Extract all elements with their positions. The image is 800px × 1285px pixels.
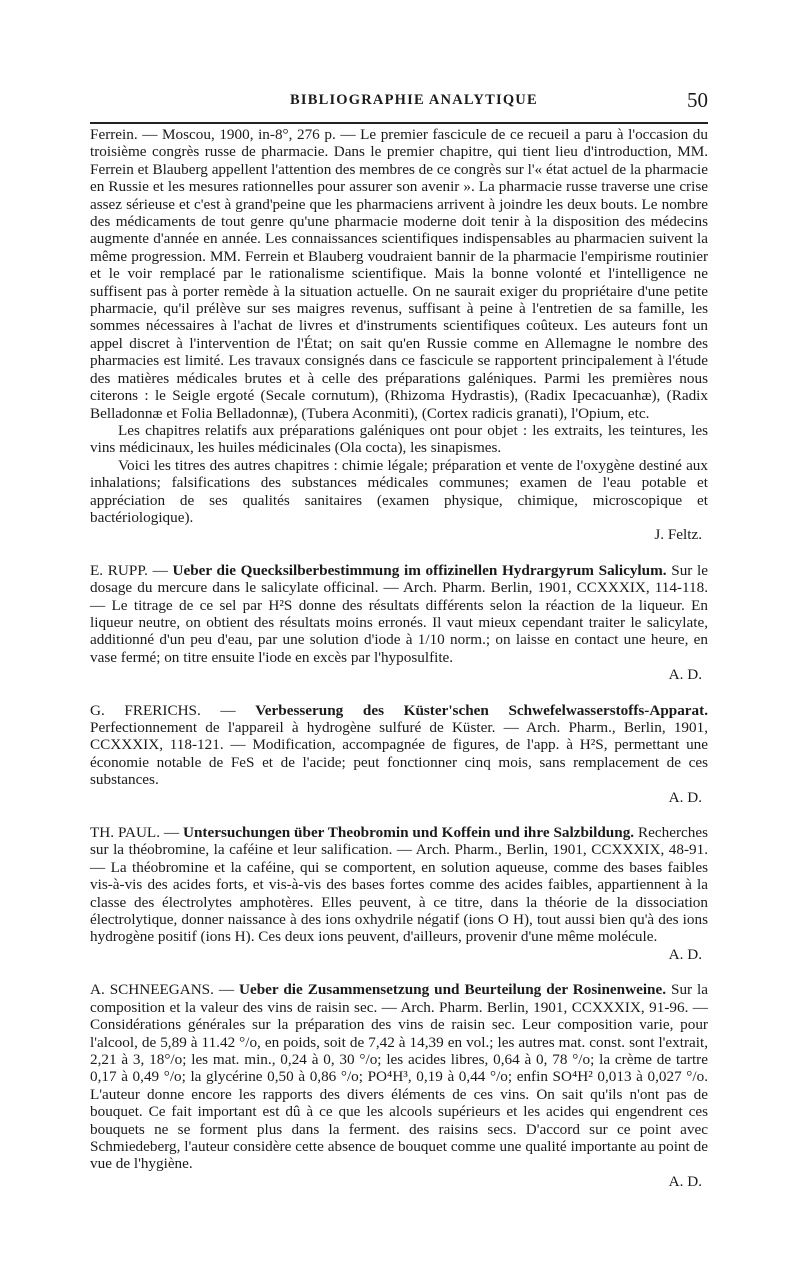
review-entry-ferrein [90, 126, 708, 544]
paragraph: Voici les titres des autres chapitres : chimie légale; préparation et vente de l'oxygène destiné aux inhalations; falsifications des substances médicales communes; examen de l'eau potable et appréciation de ses qualités sanitaires (examen physique, chimique, microscopique et bactériologique). [90, 456, 708, 526]
running-title: BIBLIOGRAPHIE ANALYTIQUE [290, 92, 538, 108]
entry-title: Ueber die Quecksilberbestimmung im offizinellen Hydrargyrum Salicylum. [172, 561, 667, 579]
paragraph: Ferrein. — Moscou, 1900, in-8°, 276 p. — Le premier fascicule de ce recueil a paru à l'occasion du troisième congrès russe de pharmacie. Dans le premier chapitre, qui tient lieu d'introduction, MM. Ferrein et Blauberg appellent l'attention des membres de ce congrès sur l'« état actuel de la pharmacie en Russie et les mesures rationnelles pour assurer son avenir ». La pharmacie russe traverse une crise assez sérieuse et c'est à grand'peine que les pharmaciens arrivent à joindre les deux bouts. Le nombre des médicaments de tout genre qu'une pharmacie moderne doit tenir à la disposition des médecins augmente d'année en année. Les connaissances scientifiques indispensables au pharmacien suivent la même progression. MM. Ferrein et Blauberg voudraient bannir de la pharmacie l'empirisme routinier et le voir remplacé par le rationalisme scientifique. Mais la bonne volonté et l'intelligence ne suffisent pas à porter remède à la situation actuelle. On ne saurait exiger du propriétaire d'une petite pharmacie, qu'il prélève sur ses maigres revenus, suffisant à peine à l'entretien de sa famille, les sommes nécessaires à l'achat de livres et d'instruments scientifiques coûteux. Les auteurs font un appel discret à l'intervention de l'État; on sait qu'en Russie comme en Allemagne le nombre des pharmacies est limité. Les travaux consignés dans ce fascicule se rapportent principalement à l'étude des matières médicales brutes et à celle des préparations galéniques. Parmi les premières nous citerons : le Seigle ergoté (Secale cornutum), (Rhizoma Hydrastis), (Radix Ipecacuanhæ), (Radix Belladonnæ et Folia Belladonnæ), (Tubera Aconmiti), (Cortex radicis granati), l'Opium, etc. [90, 126, 708, 422]
signature: A. D. [668, 666, 702, 684]
entry-author: TH. PAUL. [90, 824, 160, 842]
signature: A. D. [668, 1172, 702, 1190]
entry-title: Untersuchungen über Theobromin und Koffein und ihre Salzbildung. [182, 824, 635, 842]
header-rule [90, 122, 708, 124]
entry-body: Recherches sur la théobromine, la caféine et leur salification. — Arch. Pharm., Berlin, 1901, CCXXXIX, 48-91. — La théobromine et la caféine, qui se comportent, en solution aqueuse, comme des bases faibles vis-à-vis des acides forts, et vis-à-vis des bases fortes comme des acides faibles, appartiennent à la classe des électrolytes amphotères. Elles peuvent, à ce titre, dans la théorie de la dissociation électrolytique, donner naissance à des ions oxhydrile négatif (ions O H), tout aussi bien qu'à des ions hydrogène positif (ions H). Ces deux ions peuvent, d'ailleurs, provenir d'une même molécule. [90, 824, 708, 946]
review-entry-schneegans [90, 981, 708, 1190]
review-entry-rupp [90, 562, 708, 684]
entry-body: Perfectionnement de l'appareil à hydrogène sulfuré de Küster. — Arch. Pharm., Berlin, 1901, CCXXXIX, 118-121. — Modification, accompagnée de figures, de l'app. à H²S, permettant une économie notable de FeS et de l'acide; peut fonctionner cinq mois, sans remplacement de ces substances. [90, 719, 708, 789]
entry-author: A. SCHNEEGANS. [90, 981, 214, 999]
review-entry-paul [90, 824, 708, 963]
entry-author: E. RUPP. [90, 561, 148, 579]
signature: A. D. [668, 945, 702, 963]
signature: J. Feltz. [654, 526, 702, 544]
signature: A. D. [668, 788, 702, 806]
running-head [90, 90, 708, 120]
page-body [90, 126, 708, 1190]
page-number: 50 [687, 88, 708, 112]
entry-title: Ueber die Zusammensetzung und Beurteilung der Rosinenweine. [239, 981, 667, 999]
entry-paragraph: G. FRERICHS. — Verbesserung des Küster'schen Schwefelwasserstoffs-Apparat. Perfectionnement de l'appareil à hydrogène sulfuré de Küster. — Arch. Pharm., Berlin, 1901, CCXXXIX, 118-121. — Modification, accompagnée de figures, de l'app. à H²S, permettant une économie notable de FeS et de l'acide; peut fonctionner cinq mois, sans remplacement de ces substances. [90, 701, 708, 789]
entry-paragraph: A. SCHNEEGANS. — Ueber die Zusammensetzung und Beurteilung der Rosinenweine. Sur la composition et la valeur des vins de raisin sec. — Arch. Pharm. Berlin, 1901, CCXXXIX, 91-96. — Considérations générales sur la préparation des vins de raisin sec. Leur composition varie, pour l'alcool, de 5,89 à 11.42 °/o, en poids, soit de 7,42 à 14,39 en vol.; les autres mat. const. sont l'extrait, 2,21 à 3, 18°/o; les mat. min., 0,24 à 0, 30 °/o; les acides libres, 0,64 à 0, 78 °/o; la crème de tartre 0,17 à 0,49 °/o; la glycérine 0,50 à 0,86 °/o; PO⁴H³, 0,19 à 0,44 °/o; enfin SO⁴H² 0,013 à 0,027 °/o. L'auteur donne encore les rapports des divers éléments de ces vins. On sait qu'ils n'ont pas de bouquet. Ce fait important est dû à ce que les alcools supérieurs et les acides qui engendrent ces bouquets ne se forment plus dans la ferment. des raisins secs. D'accord sur ce point avec Schmiedeberg, l'auteur considère cette absence de bouquet comme une qualité importante au point de vue de l'hygiène. [90, 981, 709, 1173]
paragraph: Les chapitres relatifs aux préparations galéniques ont pour objet : les extraits, les teintures, les vins médicinaux, les huiles médicinales (Ola cocta), les sinapismes. [90, 421, 708, 457]
entry-paragraph: TH. PAUL. — Untersuchungen über Theobromin und Koffein und ihre Salzbildung. Recherches sur la théobromine, la caféine et leur salification. — Arch. Pharm., Berlin, 1901, CCXXXIX, 48-91. — La théobromine et la caféine, qui se comportent, en solution aqueuse, comme des bases faibles vis-à-vis des acides forts, et vis-à-vis des bases fortes comme des acides faibles, appartiennent à la classe des électrolytes amphotères. Elles peuvent, à ce titre, dans la théorie de la dissociation électrolytique, donner naissance à des ions oxhydrile négatif (ions O H), tout aussi bien qu'à des ions hydrogène positif (ions H). Ces deux ions peuvent, d'ailleurs, provenir d'une même molécule. [90, 824, 708, 946]
entry-paragraph: E. RUPP. — Ueber die Quecksilberbestimmung im offizinellen Hydrargyrum Salicylum. Sur le dosage du mercure dans le salicylate officinal. — Arch. Pharm. Berlin, 1901, CCXXXIX, 114-118. — Le titrage de ce sel par H²S donne des résultats différents selon la réaction de la liqueur. En liqueur neutre, on obtient des résultats moins erronés. Il vaut mieux cependant traiter le salicylate, additionné d'un peu d'eau, par une solution d'iode à 1/10 norm.; on laisse en contact une heure, en vase fermé; on titre ensuite l'iode en excès par l'hyposulfite. [90, 561, 709, 666]
entry-author: G. FRERICHS. [90, 701, 201, 719]
entry-body: Sur le dosage du mercure dans le salicylate officinal. — Arch. Pharm. Berlin, 1901, CCXXXIX, 114-118. — Le titrage de ce sel par H²S donne des résultats différents selon la réaction de la liqueur. En liqueur neutre, on obtient des résultats moins erronés. Il vaut mieux cependant traiter le salicylate, additionné d'un peu d'eau, par une solution d'iode à 1/10 norm.; on laisse en contact une heure, en vase fermé; on titre ensuite l'iode en excès par l'hyposulfite. [90, 561, 709, 666]
review-entry-frerichs [90, 702, 708, 806]
entry-title: Verbesserung des Küster'schen Schwefelwasserstoffs-Apparat. [255, 701, 708, 719]
entry-body: Sur la composition et la valeur des vins de raisin sec. — Arch. Pharm. Berlin, 1901, CCXXXIX, 91-96. — Considérations générales sur la préparation des vins de raisin sec. Leur composition varie, pour l'alcool, de 5,89 à 11.42 °/o, en poids, soit de 7,42 à 14,39 en vol.; les autres mat. const. sont l'extrait, 2,21 à 3, 18°/o; les mat. min., 0,24 à 0, 30 °/o; les acides libres, 0,64 à 0, 78 °/o; la crème de tartre 0,17 à 0,49 °/o; la glycérine 0,50 à 0,86 °/o; PO⁴H³, 0,19 à 0,44 °/o; enfin SO⁴H² 0,013 à 0,027 °/o. L'auteur donne encore les rapports des divers éléments de ces vins. On sait qu'ils n'ont pas de bouquet. Ce fait important est dû à ce que les alcools supérieurs et les acides qui engendrent ces bouquets ne se forment plus dans la ferment. des raisins secs. D'accord sur ce point avec Schmiedeberg, l'auteur considère cette absence de bouquet comme une qualité importante au point de vue de l'hygiène. [90, 981, 709, 1173]
